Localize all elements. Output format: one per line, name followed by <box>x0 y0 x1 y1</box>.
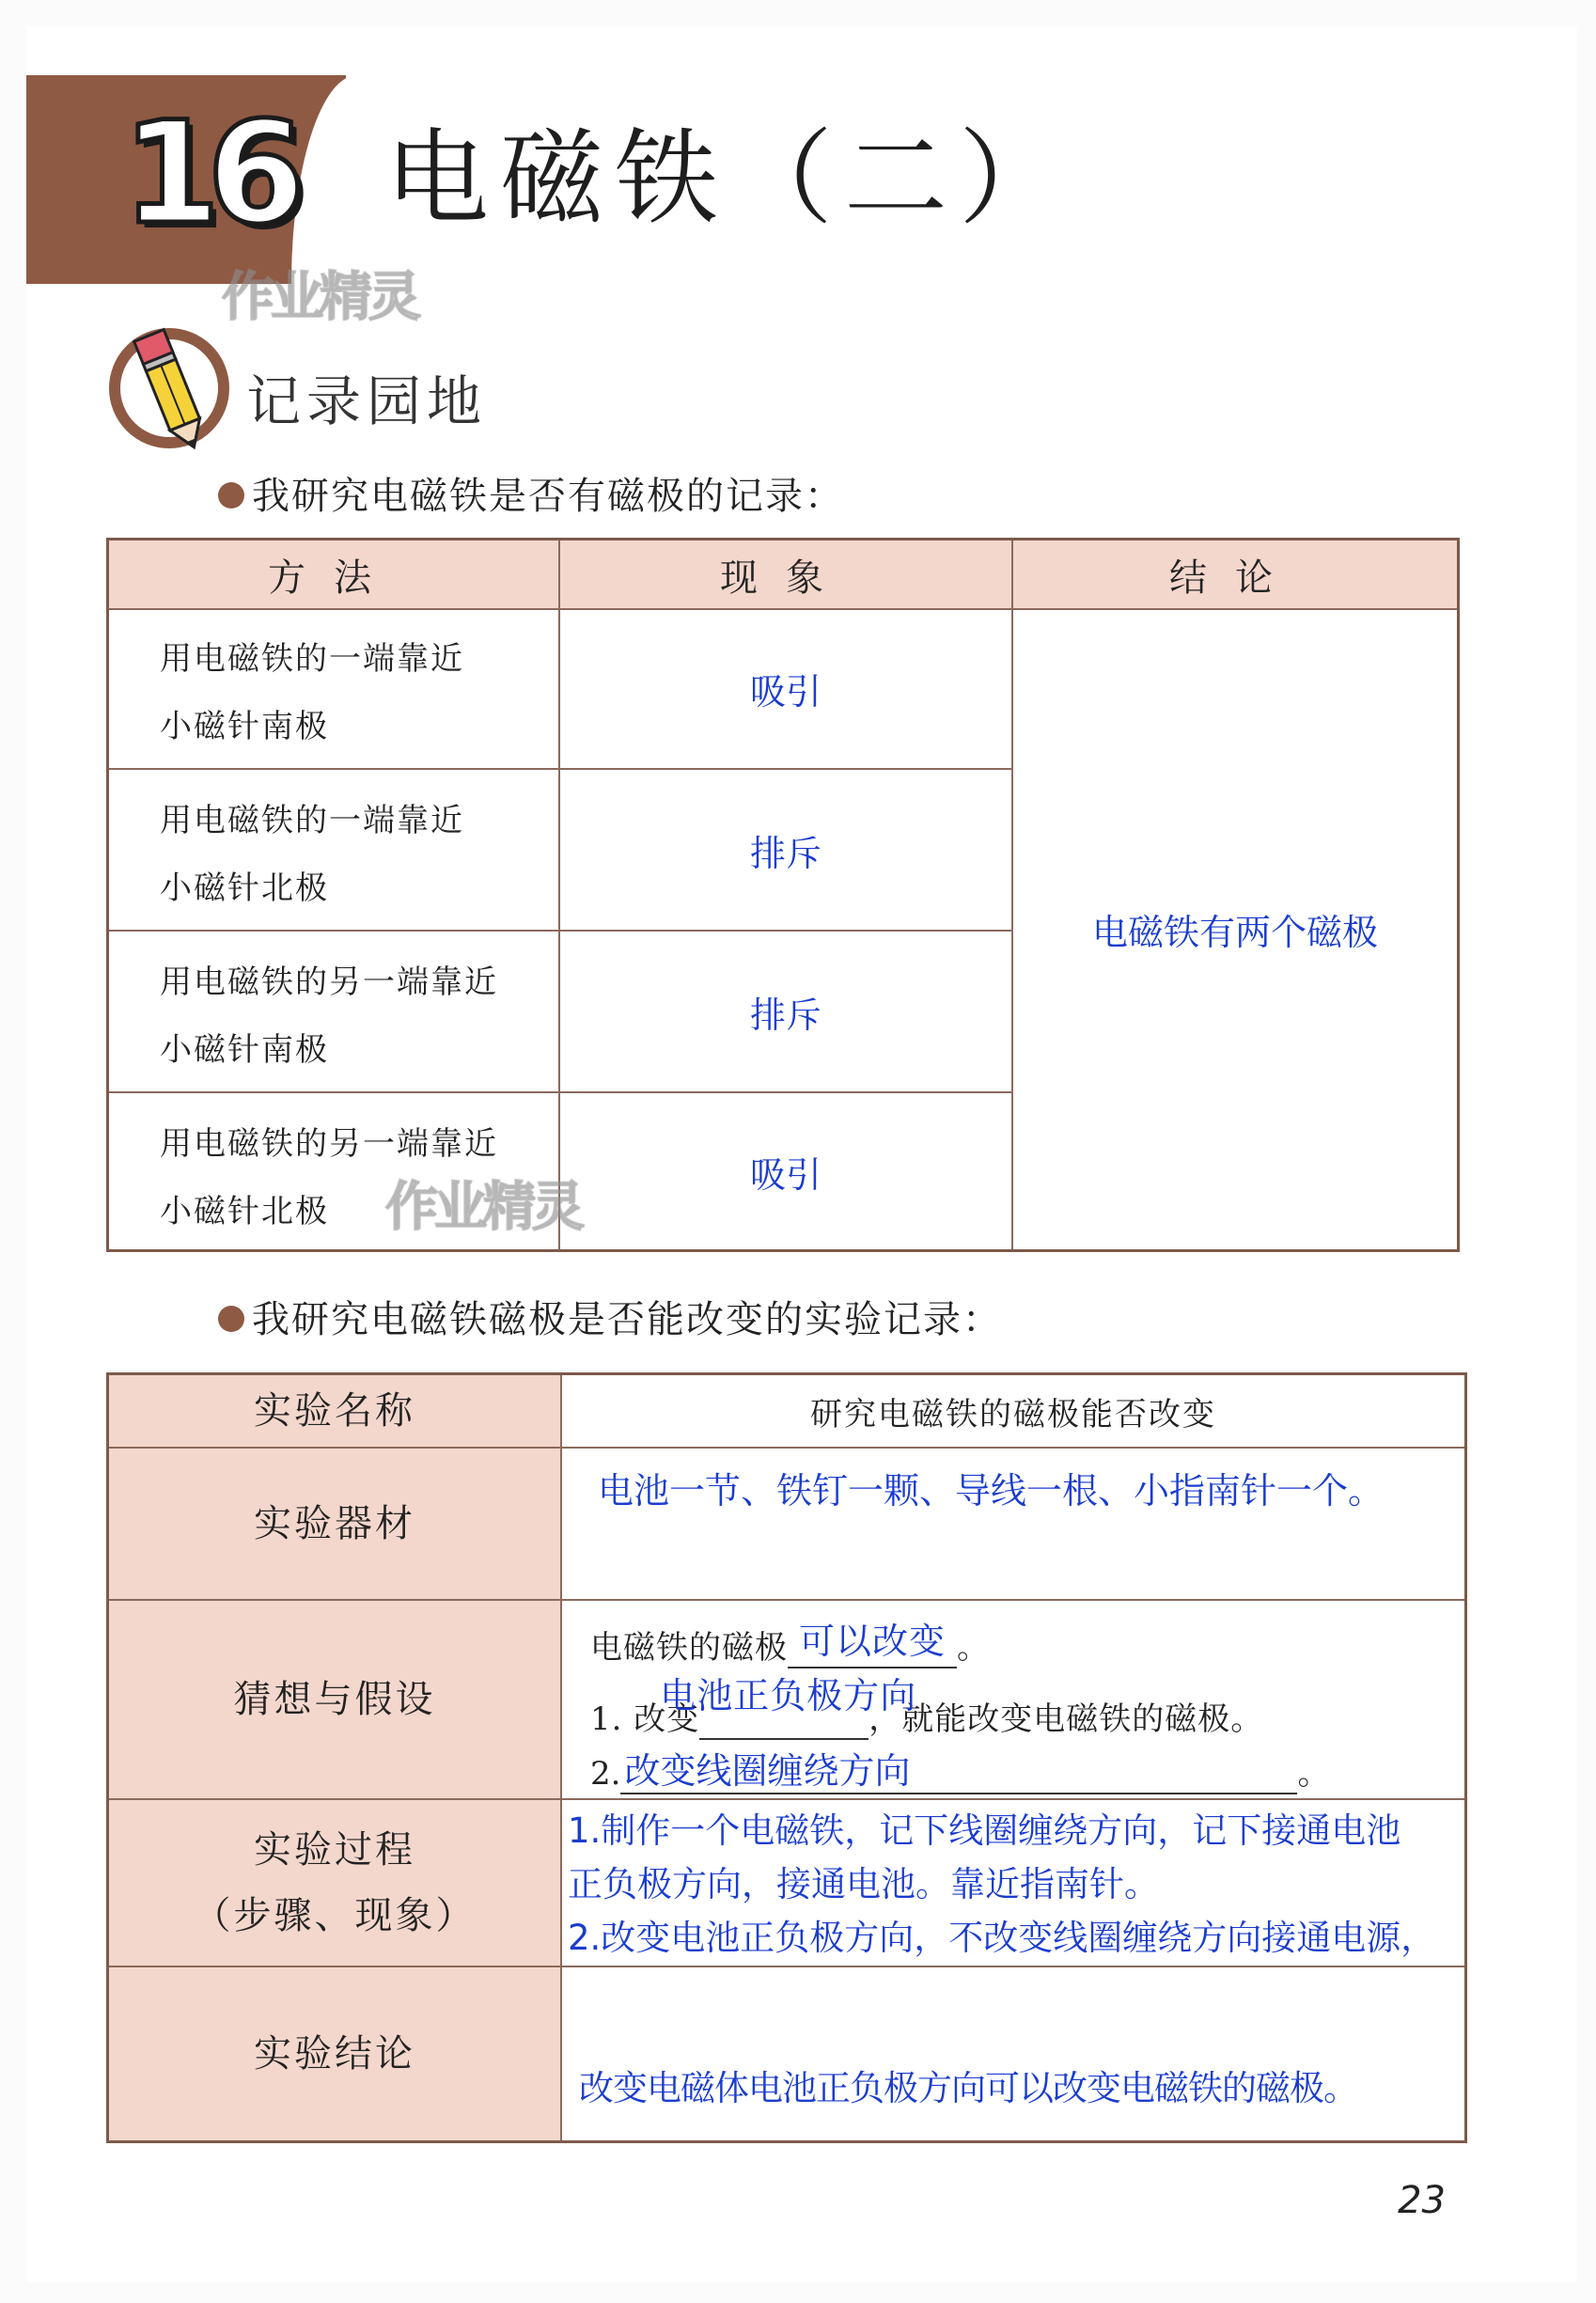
divider <box>109 1447 1464 1449</box>
page-number: 23 <box>1398 2179 1446 2222</box>
table-row-method <box>109 608 558 768</box>
table-row-method <box>109 770 558 930</box>
conclusion-answer: 改变电磁体电池正负极方向可以改变电磁铁的磁极。 <box>562 1967 1464 2140</box>
process-label-line: （步骤、现象） <box>193 1894 477 1937</box>
section-title: 记录园地 <box>246 369 488 433</box>
materials-label: 实验器材 <box>254 1502 415 1545</box>
lesson-title: 电磁铁（二） <box>385 118 1073 239</box>
conclusion-answer: 电磁铁有两个磁极 <box>1013 608 1457 1249</box>
h2-prefix: 2. <box>590 1755 621 1793</box>
process-answer <box>562 1800 1464 1966</box>
process-line: 正负极方向，接通电池。靠近指南针。 <box>568 1864 1159 1904</box>
divider <box>109 930 1011 932</box>
divider <box>558 540 560 1249</box>
record1-heading-text: 我研究电磁铁是否有磁极的记录： <box>252 475 844 518</box>
record2-heading-text: 我研究电磁铁磁极是否能改变的实验记录： <box>252 1298 1002 1341</box>
hypothesis-answer: 可以改变 <box>799 1621 947 1662</box>
divider <box>1011 540 1013 1249</box>
hypothesis-prefix: 电磁铁的磁极 <box>590 1629 788 1667</box>
table-row-method <box>109 932 558 1091</box>
bullet-icon <box>218 482 244 509</box>
pole-record-table <box>106 538 1460 1252</box>
divider <box>109 608 1457 610</box>
materials-answer: 电池一节、铁钉一颗、导线一根、小指南针一个。 <box>562 1449 1464 1599</box>
h1-prefix: 1. 改变 <box>590 1700 700 1738</box>
method-line: 用电磁铁的另一端靠近 <box>160 964 498 1001</box>
record1-heading <box>218 466 844 520</box>
experiment-name-label: 实验名称 <box>254 1389 415 1433</box>
column-header-conclusion: 结论 <box>1169 556 1301 600</box>
divider <box>560 1375 562 2140</box>
bullet-icon <box>218 1306 244 1332</box>
pencil-icon <box>103 315 235 456</box>
divider <box>109 1966 1464 1967</box>
method-line: 用电磁铁的另一端靠近 <box>160 1125 498 1163</box>
hypothesis-line <box>590 1622 990 1668</box>
h2-answer: 改变线圈缠绕方向 <box>624 1750 911 1792</box>
h1-suffix: ，就能改变电磁铁的磁极。 <box>868 1700 1264 1738</box>
method-line: 用电磁铁的一端靠近 <box>160 802 464 839</box>
pole-change-table <box>106 1372 1467 2143</box>
phenomenon-answer: 吸引 <box>560 1093 1011 1249</box>
method-line: 小磁针南极 <box>160 1031 329 1069</box>
h2-suffix: 。 <box>1297 1755 1330 1793</box>
h1-answer: 电池正负极方向 <box>660 1675 917 1716</box>
hypothesis-cell <box>562 1601 1464 1798</box>
method-line: 小磁针北极 <box>160 1193 329 1230</box>
process-line: 2.改变电池正负极方向，不改变线圈缠绕方向接通电源， <box>568 1918 1436 1958</box>
column-header-phenomenon: 现象 <box>720 556 852 600</box>
method-line: 用电磁铁的一端靠近 <box>160 640 464 678</box>
hypothesis-2 <box>590 1747 1329 1794</box>
divider <box>109 1798 1464 1800</box>
method-line: 小磁针北极 <box>160 870 329 907</box>
answer-blank <box>660 1675 917 1740</box>
hypothesis-1 <box>590 1675 1264 1740</box>
divider <box>109 768 1011 770</box>
process-label <box>109 1800 560 1966</box>
divider <box>109 1091 1011 1093</box>
answer-blank <box>788 1621 957 1668</box>
watermark: 作业精灵 <box>222 267 417 328</box>
phenomenon-answer: 吸引 <box>560 608 1011 768</box>
phenomenon-answer: 排斥 <box>560 770 1011 930</box>
lesson-number: 16 <box>122 92 292 256</box>
conclusion-label: 实验结论 <box>254 2032 415 2076</box>
phenomenon-answer: 排斥 <box>560 932 1011 1091</box>
process-line: 1.制作一个电磁铁，记下线圈缠绕方向，记下接通电池 <box>568 1810 1401 1851</box>
experiment-name-value: 研究电磁铁的磁极能否改变 <box>562 1375 1464 1447</box>
divider <box>109 1599 1464 1601</box>
hypothesis-label: 猜想与假设 <box>233 1678 436 1721</box>
answer-blank <box>620 1750 1297 1794</box>
process-label-line: 实验过程 <box>254 1828 415 1872</box>
watermark: 作业精灵 <box>385 1177 581 1238</box>
column-header-method: 方法 <box>268 556 399 600</box>
method-line: 小磁针南极 <box>160 708 329 745</box>
record2-heading <box>218 1290 1002 1343</box>
hypothesis-suffix: 。 <box>957 1629 990 1667</box>
